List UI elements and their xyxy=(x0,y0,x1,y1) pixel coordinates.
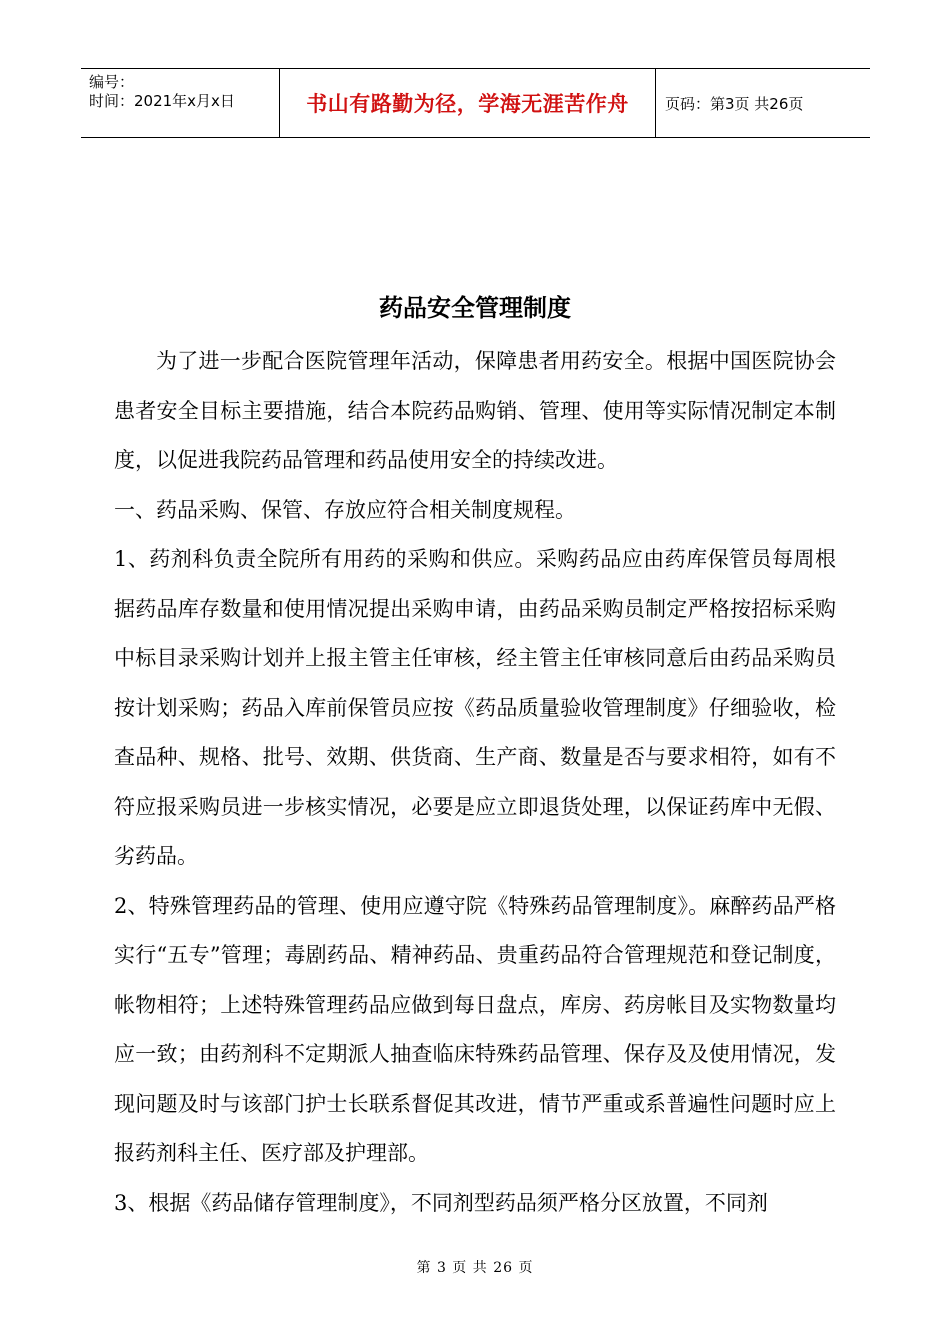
page-footer: 第 3 页 共 26 页 xyxy=(416,1260,534,1276)
paragraph-item-3: 3、根据《药品储存管理制度》，不同剂型药品须严格分区放置，不同剂 xyxy=(114,1190,768,1215)
paragraph-item-2: 2、特殊管理药品的管理、使用应遵守院《特殊药品管理制度》。麻醉药品严格实行“五专”管理；毒剧药品、精神药品、贵重药品符合管理规范和登记制度，帐物相符；上述特殊管理药品应做到每日盘点，库房、药房帐目及实物数量均应一致；由药剂科不定期派人抽查临床特殊药品管理、保存及及使用情况，发现问题及时与该部门护士长联系督促其改进，情节严重或系普遍性问题时应上报药剂科主任、医疗部及护理部。 xyxy=(114,893,836,1165)
paragraph-item-1: 1、药剂科负责全院所有用药的采购和供应。采购药品应由药库保管员每周根据药品库存数量和使用情况提出采购申请，由药品采购员制定严格按招标采购中标目录采购计划并上报主管主任审核，经主管主任审核同意后由药品采购员按计划采购；药品入库前保管员应按《药品质量验收管理制度》仔细验收，检查品种、规格、批号、效期、供货商、生产商、数量是否与要求相符，如有不符应报采购员进一步核实情况，必要是应立即退货处理，以保证药库中无假、劣药品。 xyxy=(114,547,836,868)
header-page-info: 页码：第3页 共26页 xyxy=(665,94,804,113)
date-line: 时间：2021年x月x日 xyxy=(89,92,235,110)
document-body xyxy=(114,337,836,1228)
page-header xyxy=(81,68,870,138)
paragraph-intro: 为了进一步配合医院管理年活动，保障患者用药安全。根据中国医院协会患者安全目标主要措施，结合本院药品购销、管理、使用等实际情况制定本制度，以促进我院药品管理和药品使用安全的持续改进。 xyxy=(114,349,836,472)
paragraph-section-1: 一、药品采购、保管、存放应符合相关制度规程。 xyxy=(114,497,576,522)
number-label: 编号： xyxy=(89,73,135,91)
document-title: 药品安全管理制度 xyxy=(379,294,571,322)
header-motto: 书山有路勤为径，学海无涯苦作舟 xyxy=(280,69,656,137)
header-meta xyxy=(81,69,280,137)
